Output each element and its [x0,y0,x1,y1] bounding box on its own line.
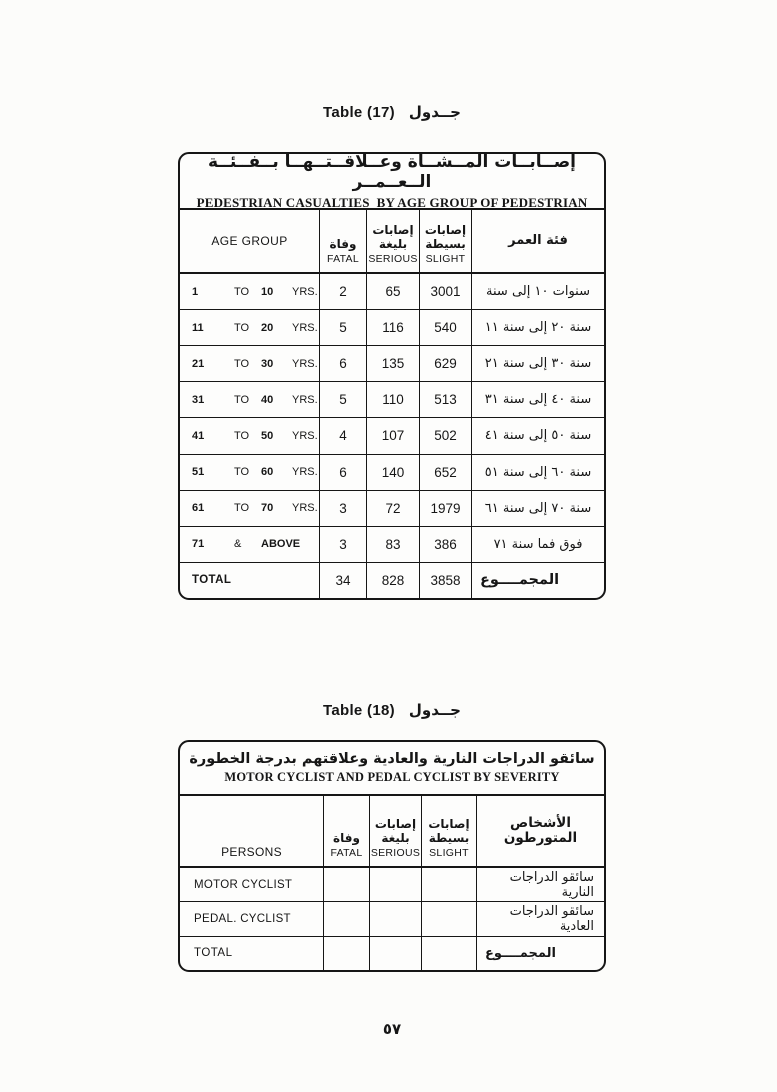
header-slight [422,796,477,866]
table17 [178,152,606,600]
persons-label-arabic: سائقو الدراجات العادية [509,903,594,934]
table17-caption-en: Table (17) [323,104,395,121]
slight-value: 3001 [420,274,472,309]
header-age-group-label: AGE GROUP [211,234,288,248]
table-row [180,868,604,902]
total-row [180,937,604,970]
fatal-value: 2 [320,274,367,309]
fatal-value: 6 [320,455,367,490]
table18 [178,740,606,972]
age-unit: YRS. [292,357,318,370]
age-group-cell [180,527,320,562]
serious-value: 110 [367,382,420,417]
total-fatal-value: 34 [320,563,367,598]
table-row [180,346,604,382]
header-slight-arabic: إصابات بسيطة [428,817,470,845]
table-row [180,418,604,454]
age-group-cell [180,455,320,490]
header-slight-arabic: إصابات بسيطة [424,223,467,251]
table-row [180,310,604,346]
slight-value [422,868,477,901]
table-row [180,382,604,418]
total-label: TOTAL [180,937,324,970]
slight-value: 386 [420,527,472,562]
age-unit: YRS. [292,321,318,334]
age-group-arabic: سنة ٧٠ إلى سنة ٦١ [484,500,592,516]
age-group-arabic: سنوات ١٠ إلى سنة [486,284,590,300]
age-group-arabic: سنة ٢٠ إلى سنة ١١ [484,320,592,336]
table-row [180,527,604,563]
fatal-value: 3 [320,491,367,526]
total-row [180,563,604,598]
age-to: ABOVE [261,538,301,551]
age-group-cell [180,274,320,309]
table17-title-english: PEDESTRIAN CASUALTIES BY AGE GROUP OF PEDESTRIAN [196,194,588,210]
table17-header-row [180,210,604,274]
age-from: 71 [192,538,205,551]
age-group-arabic: سنة ٥٠ إلى سنة ٤١ [484,428,592,444]
age-unit: YRS. [292,502,318,515]
table18-title-arabic: سائقو الدراجات النارية والعادية وعلاقتهم بدرجة الخطورة [189,751,595,767]
age-to-word: TO [234,285,250,298]
serious-value: 116 [367,310,420,345]
age-to: 10 [261,285,274,298]
age-group-cell [180,346,320,381]
header-fatal [324,796,370,866]
age-group-arabic: سنة ٣٠ إلى سنة ٢١ [484,356,592,372]
header-slight-english: SLIGHT [425,253,466,265]
persons-label-arabic: سائقو الدراجات النارية [509,869,594,900]
table18-title-block [180,742,604,796]
total-slight-value [422,937,477,970]
fatal-value: 3 [320,527,367,562]
age-from: 21 [192,357,205,370]
table17-title-arabic: إصــابــات المــشــاة وعــلاقــتــهــا بــفــئــة الــعــمــر [207,152,577,192]
table-row [180,274,604,310]
header-fatal-english: FATAL [330,847,363,859]
slight-value: 1979 [420,491,472,526]
total-label: TOTAL [180,563,320,598]
age-from: 61 [192,502,205,515]
serious-value: 140 [367,455,420,490]
age-unit: YRS. [292,285,318,298]
age-to: 20 [261,321,274,334]
table-row [180,902,604,936]
slight-value: 502 [420,418,472,453]
table18-header-row [180,796,604,868]
header-persons-arabic-label: الأشخاص المتورطون [503,814,578,846]
header-slight [420,210,472,272]
total-fatal-value [324,937,370,970]
age-group-arabic: سنة ٦٠ إلى سنة ٥١ [484,464,592,480]
serious-value: 72 [367,491,420,526]
age-to-word: & [234,538,242,551]
header-serious-english: SERIOUS [368,253,418,265]
age-group-cell [180,418,320,453]
age-group-cell [180,382,320,417]
header-persons-arabic [477,796,604,866]
table17-caption-ar: جــدول [408,103,461,121]
table18-body [180,868,604,970]
header-age-group-arabic [472,210,604,272]
age-to-word: TO [234,502,250,515]
age-from: 11 [192,321,204,334]
slight-value: 652 [420,455,472,490]
fatal-value [324,902,370,935]
header-fatal-arabic: وفاة [329,236,357,251]
table18-title-english: MOTOR CYCLIST AND PEDAL CYCLIST BY SEVERITY [224,770,560,784]
slight-value: 540 [420,310,472,345]
table18-caption-ar: جــدول [408,701,461,719]
header-age-group [180,210,320,272]
age-group-arabic: سنة ٤٠ إلى سنة ٣١ [484,392,592,408]
age-to: 40 [261,393,274,406]
serious-value [370,902,422,935]
age-from: 1 [192,285,199,298]
slight-value: 513 [420,382,472,417]
slight-value: 629 [420,346,472,381]
age-to: 70 [261,502,274,515]
age-to-word: TO [234,321,250,334]
header-serious [370,796,422,866]
header-fatal-arabic: وفاة [333,830,360,845]
persons-label: MOTOR CYCLIST [180,868,324,901]
age-group-cell [180,310,320,345]
fatal-value: 5 [320,382,367,417]
serious-value [370,868,422,901]
page-number: ٥٧ [382,1020,402,1038]
table18-caption [178,701,606,719]
header-serious-arabic: إصابات بليغة [372,223,414,251]
serious-value: 83 [367,527,420,562]
age-unit: YRS. [292,429,318,442]
header-fatal-english: FATAL [326,253,360,265]
table-row [180,455,604,491]
total-label-arabic: المجمــــوع [485,945,556,961]
header-serious [367,210,420,272]
total-serious-value: 828 [367,563,420,598]
table18-caption-en: Table (18) [323,702,395,719]
header-persons [180,796,324,866]
age-from: 41 [192,429,205,442]
slight-value [422,902,477,935]
header-fatal [320,210,367,272]
age-unit: YRS. [292,393,318,406]
header-serious-arabic: إصابات بليغة [374,817,417,845]
fatal-value [324,868,370,901]
age-to-word: TO [234,466,250,479]
persons-label: PEDAL. CYCLIST [180,902,324,935]
age-group-cell [180,491,320,526]
fatal-value: 5 [320,310,367,345]
table-row [180,491,604,527]
header-serious-english: SERIOUS [370,847,421,859]
age-to: 30 [261,357,274,370]
serious-value: 65 [367,274,420,309]
table17-title-block [180,154,604,210]
age-from: 51 [192,466,205,479]
total-slight-value: 3858 [420,563,472,598]
age-group-arabic: فوق فما سنة ٧١ [493,536,583,552]
age-from: 31 [192,393,205,406]
table17-body [180,274,604,598]
age-to-word: TO [234,357,250,370]
total-serious-value [370,937,422,970]
total-label-arabic: المجمــــوع [480,572,560,589]
age-unit: YRS. [292,466,318,479]
fatal-value: 4 [320,418,367,453]
age-to-word: TO [234,393,250,406]
age-to: 50 [261,429,274,442]
serious-value: 135 [367,346,420,381]
header-persons-label: PERSONS [221,845,282,859]
serious-value: 107 [367,418,420,453]
header-slight-english: SLIGHT [429,847,469,859]
age-to-word: TO [234,429,250,442]
table17-caption [178,103,606,121]
age-to: 60 [261,466,274,479]
header-age-group-arabic-label: فئة العمر [508,232,568,248]
fatal-value: 6 [320,346,367,381]
